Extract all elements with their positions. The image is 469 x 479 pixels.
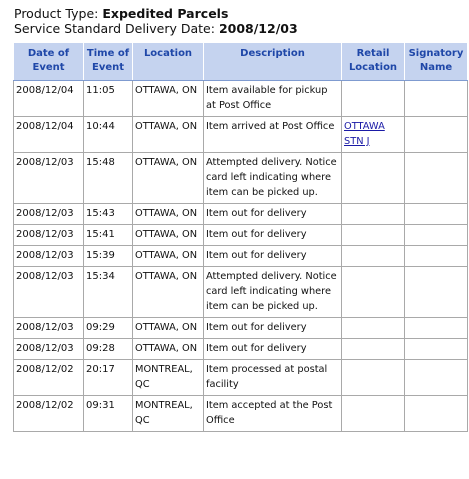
- cell-retail-location: [342, 339, 405, 360]
- cell-description: Item out for delivery: [204, 204, 342, 225]
- cell-date: 2008/12/03: [14, 246, 84, 267]
- cell-signatory: [405, 225, 468, 246]
- table-row: [14, 318, 468, 339]
- cell-date: 2008/12/03: [14, 153, 84, 204]
- cell-description: Attempted delivery. Notice card left indicating where item can be picked up.: [204, 267, 342, 318]
- cell-signatory: [405, 117, 468, 153]
- delivery-date-line: [14, 21, 298, 36]
- table-row: [14, 360, 468, 396]
- cell-retail-location: [342, 246, 405, 267]
- cell-signatory: [405, 318, 468, 339]
- cell-date: 2008/12/04: [14, 117, 84, 153]
- cell-description: Item accepted at the Post Office: [204, 396, 342, 432]
- cell-time: 15:48: [84, 153, 133, 204]
- cell-time: 15:39: [84, 246, 133, 267]
- cell-retail-location: [342, 318, 405, 339]
- header-description: Description: [204, 43, 342, 81]
- cell-signatory: [405, 204, 468, 225]
- table-row: [14, 117, 468, 153]
- table-row: [14, 267, 468, 318]
- cell-time: 15:41: [84, 225, 133, 246]
- cell-date: 2008/12/03: [14, 267, 84, 318]
- cell-description: Item arrived at Post Office: [204, 117, 342, 153]
- cell-location: OTTAWA, ON: [133, 339, 204, 360]
- cell-retail-location: [342, 81, 405, 117]
- cell-location: OTTAWA, ON: [133, 204, 204, 225]
- table-row: [14, 225, 468, 246]
- cell-date: 2008/12/03: [14, 225, 84, 246]
- header-date-of-event: Date of Event: [14, 43, 84, 81]
- cell-time: 09:31: [84, 396, 133, 432]
- cell-date: 2008/12/03: [14, 204, 84, 225]
- table-row: [14, 81, 468, 117]
- cell-time: 10:44: [84, 117, 133, 153]
- cell-location: OTTAWA, ON: [133, 267, 204, 318]
- header-retail-location: Retail Location: [342, 43, 405, 81]
- cell-retail-location: [342, 225, 405, 246]
- cell-location: OTTAWA, ON: [133, 225, 204, 246]
- cell-location: MONTREAL, QC: [133, 396, 204, 432]
- table-row: [14, 246, 468, 267]
- cell-signatory: [405, 267, 468, 318]
- cell-retail-location: [342, 267, 405, 318]
- table-row: [14, 396, 468, 432]
- header-signatory-name: Signatory Name: [405, 43, 468, 81]
- cell-signatory: [405, 81, 468, 117]
- cell-retail-location: [342, 117, 405, 153]
- cell-location: OTTAWA, ON: [133, 318, 204, 339]
- cell-location: OTTAWA, ON: [133, 81, 204, 117]
- retail-location-link[interactable]: OTTAWA STN J: [344, 121, 385, 147]
- product-type-line: [14, 6, 298, 21]
- cell-location: MONTREAL, QC: [133, 360, 204, 396]
- table-header-row: [14, 43, 468, 81]
- cell-date: 2008/12/04: [14, 81, 84, 117]
- cell-description: Item out for delivery: [204, 246, 342, 267]
- cell-retail-location: [342, 360, 405, 396]
- cell-time: 11:05: [84, 81, 133, 117]
- cell-time: 09:28: [84, 339, 133, 360]
- cell-time: 09:29: [84, 318, 133, 339]
- cell-description: Attempted delivery. Notice card left indicating where item can be picked up.: [204, 153, 342, 204]
- cell-time: 15:34: [84, 267, 133, 318]
- cell-time: 15:43: [84, 204, 133, 225]
- tracking-events-table: [13, 42, 468, 432]
- cell-time: 20:17: [84, 360, 133, 396]
- cell-location: OTTAWA, ON: [133, 153, 204, 204]
- cell-signatory: [405, 396, 468, 432]
- cell-date: 2008/12/02: [14, 396, 84, 432]
- cell-description: Item out for delivery: [204, 225, 342, 246]
- cell-date: 2008/12/03: [14, 318, 84, 339]
- cell-retail-location: [342, 204, 405, 225]
- cell-description: Item out for delivery: [204, 339, 342, 360]
- cell-retail-location: [342, 396, 405, 432]
- cell-signatory: [405, 339, 468, 360]
- table-row: [14, 339, 468, 360]
- header-time-of-event: Time of Event: [84, 43, 133, 81]
- cell-description: Item out for delivery: [204, 318, 342, 339]
- delivery-date-value: 2008/12/03: [218, 21, 298, 36]
- header-location: Location: [133, 43, 204, 81]
- cell-location: OTTAWA, ON: [133, 117, 204, 153]
- cell-date: 2008/12/02: [14, 360, 84, 396]
- cell-signatory: [405, 360, 468, 396]
- cell-signatory: [405, 246, 468, 267]
- cell-location: OTTAWA, ON: [133, 246, 204, 267]
- cell-description: Item processed at postal facility: [204, 360, 342, 396]
- cell-description: Item available for pickup at Post Office: [204, 81, 342, 117]
- shipment-info: [14, 6, 298, 36]
- product-type-label: Product Type:: [14, 6, 99, 21]
- cell-date: 2008/12/03: [14, 339, 84, 360]
- product-type-value: Expedited Parcels: [102, 6, 229, 21]
- cell-retail-location: [342, 153, 405, 204]
- table-row: [14, 153, 468, 204]
- table-row: [14, 204, 468, 225]
- cell-signatory: [405, 153, 468, 204]
- table-body: [14, 81, 468, 432]
- delivery-date-label: Service Standard Delivery Date:: [14, 21, 215, 36]
